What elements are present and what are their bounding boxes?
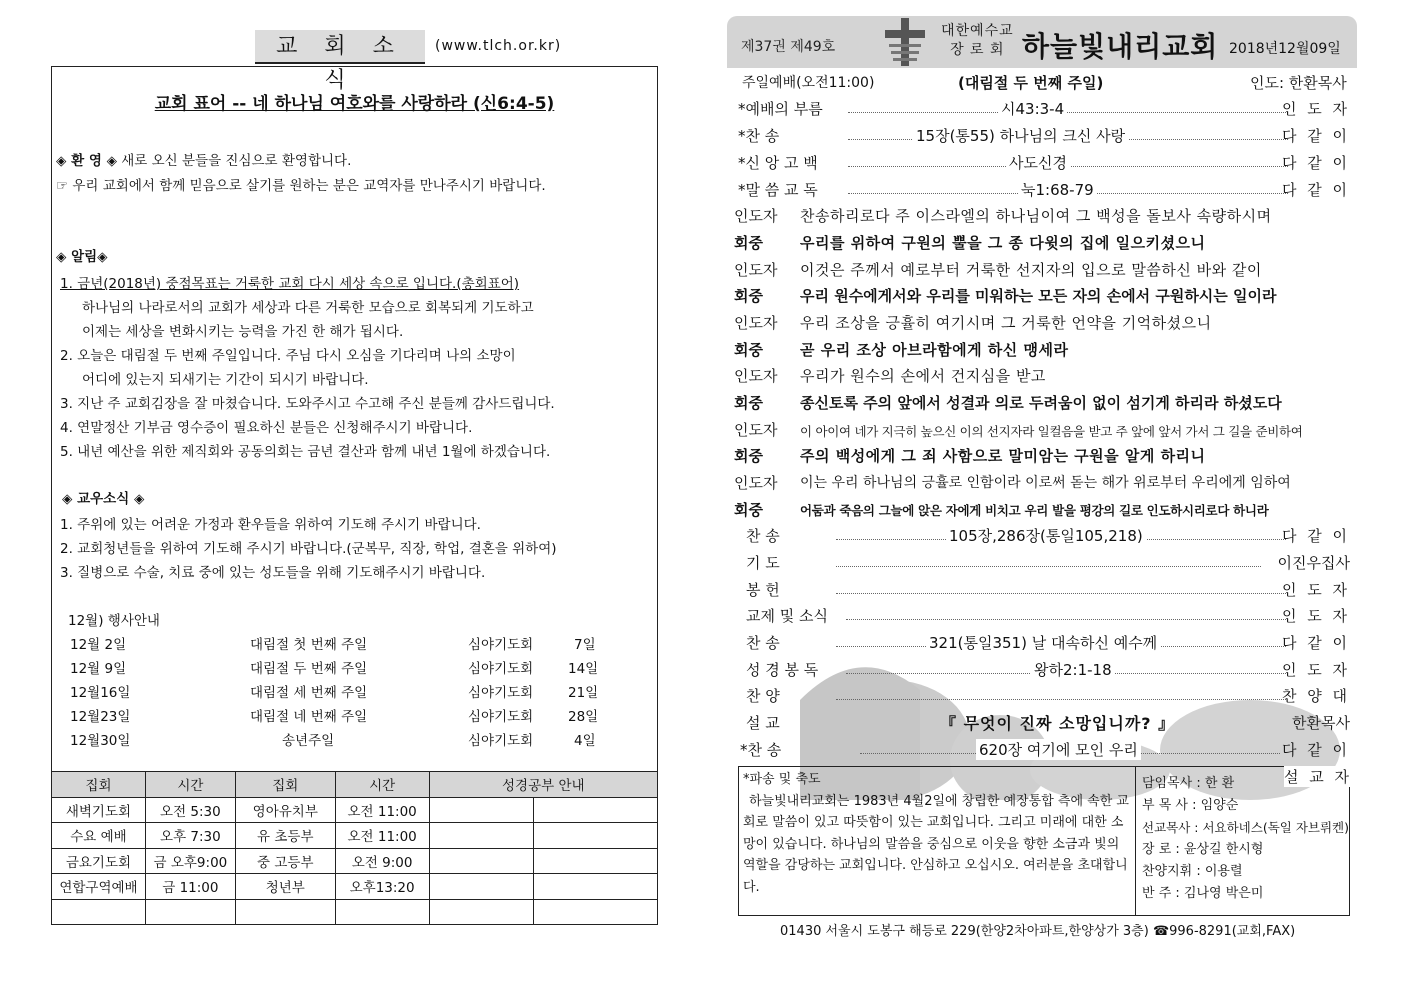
table-cell: 청년부 [235, 874, 335, 900]
prayer-item: 3. 질병으로 수술, 치료 중에 있는 성도들을 위해 기도해주시기 바랍니다. [60, 565, 486, 581]
worship-order-item: 교제 및 소식 인 도 자 [746, 607, 1350, 625]
notice-item: 4. 연말정산 기부금 영수증이 필요하신 분들은 신청해주시기 바랍니다. [60, 420, 473, 436]
table-cell: 유 초등부 [235, 823, 335, 849]
worship-order-item: *말 씀 교 독 눅1:68-79 다 같 이 [738, 181, 1350, 199]
schedule-event: 대림절 첫 번째 주일 [250, 637, 368, 653]
schedule-type: 심야기도회 [468, 637, 534, 653]
schedule-event: 대림절 네 번째 주일 [250, 709, 368, 725]
staff-item: 부 목 사 : 임양순 [1142, 798, 1239, 813]
table-cell [429, 899, 534, 925]
table-cell: 영아유치부 [235, 797, 335, 823]
church-name: 하늘빛내리교회 [1022, 30, 1219, 63]
schedule-date: 12월30일 [70, 733, 131, 749]
schedule-event: 대림절 세 번째 주일 [250, 685, 368, 701]
table-header: 집회 [52, 772, 146, 798]
table-cell [429, 797, 534, 823]
worship-order-item: 찬 양 찬 양 대 [746, 687, 1350, 705]
meeting-table [51, 771, 658, 925]
table-header: 집회 [235, 772, 335, 798]
denomination-line-1: 대한예수교 [941, 23, 1014, 39]
service-title: (대림절 두 번째 주일) [958, 74, 1104, 92]
table-cell: 수요 예배 [52, 823, 146, 849]
notice-item: 5. 내년 예산을 위한 제직회와 공동의회는 금년 결산과 함께 내년 1월에 하겠습니다. [60, 444, 551, 460]
table-cell: 새벽기도회 [52, 797, 146, 823]
table-cell [429, 823, 534, 849]
table-cell: 오후 7:30 [145, 823, 235, 849]
schedule-day: 21일 [568, 685, 599, 701]
table-cell [52, 899, 146, 925]
table-cell [429, 874, 534, 900]
table-cell: 오후13:20 [335, 874, 429, 900]
table-header: 시간 [335, 772, 429, 798]
welcome-text: 새로 오신 분들을 진심으로 환영합니다. [121, 153, 352, 169]
table-row [52, 797, 658, 823]
table-row [52, 899, 658, 925]
church-news-box [51, 66, 658, 774]
schedule-type: 심야기도회 [468, 685, 534, 701]
table-row [52, 823, 658, 849]
table-header-row [52, 772, 658, 798]
welcome-heading: ◈ 환 영 ◈ [56, 153, 117, 169]
notice-item: 1. 금년(2018년) 중점목표는 거룩한 교회 다시 세상 속으로 입니다.(총회표어) [60, 276, 520, 292]
denomination [941, 22, 1014, 60]
prayer-item: 1. 주위에 있는 어려운 가정과 환우들을 위하여 기도해 주시기 바랍니다. [60, 517, 481, 533]
schedule-date: 12월 2일 [70, 637, 127, 653]
bulletin-banner [727, 16, 1357, 68]
table-cell: 금요기도회 [52, 848, 146, 874]
benediction-leader: 설 교 자 [1284, 768, 1353, 786]
staff-item: 반 주 : 김나영 박은미 [1142, 886, 1264, 901]
schedule-type: 심야기도회 [468, 661, 534, 677]
table-cell [145, 899, 235, 925]
table-cell [235, 899, 335, 925]
worship-order-item: *찬 송 620장 여기에 모인 우리 다 같 이 [740, 741, 1350, 759]
notice-item: 이제는 세상을 변화시키는 능력을 가진 한 해가 됩시다. [82, 324, 404, 340]
table-cell: 중 고등부 [235, 848, 335, 874]
schedule-date: 12월 9일 [70, 661, 127, 677]
worship-order-item: 성 경 봉 독 왕하2:1-18 인 도 자 [746, 661, 1350, 679]
schedule-day: 4일 [574, 733, 596, 749]
staff-item: 장 로 : 윤상길 한시형 [1142, 842, 1264, 857]
table-cell: 오전 5:30 [145, 797, 235, 823]
schedule-day: 14일 [568, 661, 599, 677]
service-leader: 인도: 한환목사 [1250, 74, 1347, 92]
schedule-type: 심야기도회 [468, 709, 534, 725]
cross-logo-icon [879, 18, 931, 70]
notice-heading: ◈ 알림◈ [56, 249, 108, 265]
website-url[interactable]: (www.tlch.or.kr) [435, 38, 562, 54]
worship-order-item: *찬 송 15장(통55) 하나님의 크신 사랑 다 같 이 [738, 127, 1350, 145]
table-cell [534, 899, 658, 925]
table-header: 성경공부 안내 [429, 772, 657, 798]
notice-item: 3. 지난 주 교회김장을 잘 마쳤습니다. 도와주시고 수고해 주신 분들께 감사드립니다. [60, 396, 555, 412]
schedule-heading: 12월) 행사안내 [68, 613, 160, 629]
church-motto: 교회 표어 -- 네 하나님 여호와를 사랑하라 (신6:4-5) [154, 94, 555, 114]
schedule-day: 7일 [574, 637, 596, 653]
worship-order-item: *신 앙 고 백 사도신경 다 같 이 [738, 154, 1350, 172]
table-row [52, 874, 658, 900]
benediction-label: *파송 및 축도 [743, 772, 821, 787]
worship-order-item: 기 도 이진우집사 [746, 554, 1350, 572]
welcome-line [56, 149, 351, 169]
staff-item: 찬양지휘 : 이용렬 [1142, 864, 1243, 879]
table-cell [534, 823, 658, 849]
table-cell: 금 11:00 [145, 874, 235, 900]
table-cell [534, 797, 658, 823]
schedule-day: 28일 [568, 709, 599, 725]
table-cell [534, 874, 658, 900]
staff-item: 선교목사 : 서요하네스(독일 자브뤼켄) [1142, 820, 1350, 835]
bulletin-date: 2018년12월09일 [1229, 41, 1341, 57]
church-info-box [738, 766, 1353, 916]
prayer-heading: ◈ 교우소식 ◈ [62, 491, 145, 507]
table-cell: 오전 11:00 [335, 797, 429, 823]
worship-order-item: 설 교 한환목사 [746, 714, 1350, 732]
table-header: 시간 [145, 772, 235, 798]
left-title: 교 회 소 식 [255, 30, 425, 64]
notice-item: 어디에 있는지 되새기는 기간이 되시기 바랍니다. [82, 372, 369, 388]
welcome-line-2: ☞ 우리 교회에서 함께 믿음으로 살기를 원하는 분은 교역자를 만나주시기 바랍니다. [56, 178, 546, 194]
worship-order-item: *예배의 부름 시43:3-4 인 도 자 [738, 100, 1350, 118]
table-cell: 금 오후9:00 [145, 848, 235, 874]
prayer-item: 2. 교회청년들을 위하여 기도해 주시기 바랍니다.(군복무, 직장, 학업, 결혼을 위하여) [60, 541, 557, 557]
church-about-text: 하늘빛내리교회는 1983년 4월2일에 창립한 예장통합 측에 속한 교회로 말씀이 있고 따뜻함이 있는 교회입니다. 그리고 미래에 대한 소망이 있습니다. 하나님의 말씀을 중심으로 이웃을 향한 소금과 빛의 역할을 감당하는 교회입니다. 안심하고 오십시오. 여러분을 초대합니다. [743, 793, 1129, 895]
table-cell: 연합구역예배 [52, 874, 146, 900]
worship-order-item: 찬 송 105장,286장(통일105,218) 다 같 이 [746, 527, 1350, 545]
table-cell: 오전 11:00 [335, 823, 429, 849]
table-cell [429, 848, 534, 874]
table-cell [534, 848, 658, 874]
schedule-date: 12월16일 [70, 685, 131, 701]
table-cell: 오전 9:00 [335, 848, 429, 874]
volume-number: 제37권 제49호 [741, 39, 836, 55]
church-address: 01430 서울시 도봉구 해등로 229(한양2차아파트,한양상가 3층) ☎996-8291(교회,FAX) [780, 924, 1296, 939]
notice-item: 2. 오늘은 대림절 두 번째 주일입니다. 주님 다시 오심을 기다리며 나의 소망이 [60, 348, 516, 364]
staff-list [1135, 767, 1353, 915]
schedule-event: 송년주일 [282, 733, 335, 749]
schedule-event: 대림절 두 번째 주일 [250, 661, 368, 677]
church-about [743, 769, 1135, 898]
worship-order-item: 찬 송 321(통일351) 날 대속하신 예수께 다 같 이 [746, 634, 1350, 652]
table-row [52, 848, 658, 874]
schedule-type: 심야기도회 [468, 733, 534, 749]
service-time: 주일예배(오전11:00) [742, 75, 875, 91]
sermon-title: 『 무엇이 진짜 소망입니까? 』 [940, 714, 1176, 733]
table-cell [335, 899, 429, 925]
notice-item: 하나님의 나라로서의 교회가 세상과 다른 거룩한 모습으로 회복되게 기도하고 [82, 300, 534, 316]
staff-item: 담임목사 : 한 환 [1142, 776, 1235, 791]
denomination-line-2: 장 로 회 [950, 42, 1005, 58]
worship-order-item: 봉 헌 인 도 자 [746, 581, 1350, 599]
schedule-date: 12월23일 [70, 709, 131, 725]
